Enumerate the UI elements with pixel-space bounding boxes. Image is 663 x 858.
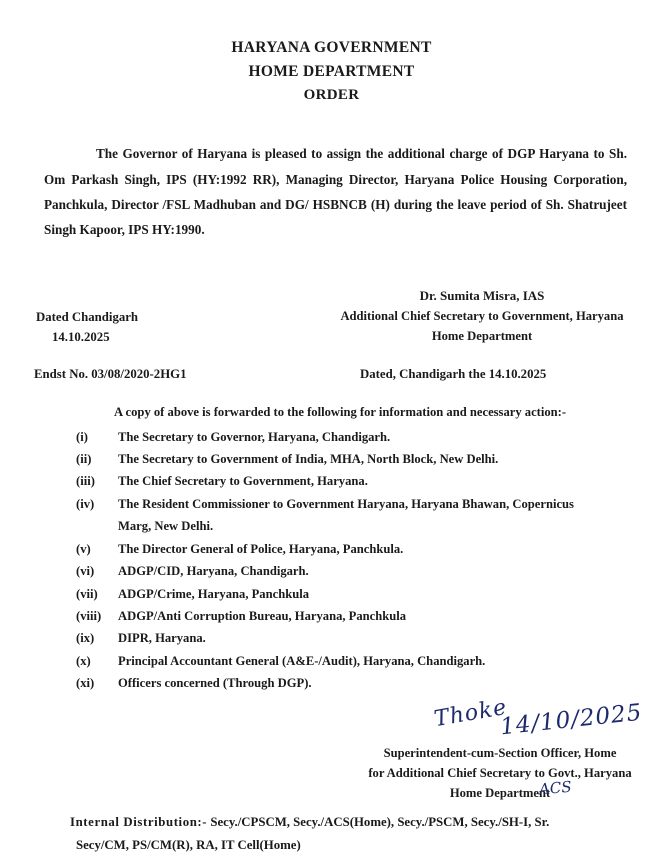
internal-distribution-label: Internal Distribution:-	[70, 814, 208, 829]
signature-caption	[320, 743, 663, 804]
list-item-text-line1: The Resident Commissioner to Government Haryana, Haryana Bhawan, Copernicus	[118, 496, 574, 511]
list-item-text	[118, 493, 633, 538]
list-item-text: Officers concerned (Through DGP).	[118, 676, 312, 691]
internal-distribution-line2: Secy/CM, PS/CM(R), RA, IT Cell(Home)	[76, 838, 301, 853]
list-item-text: Principal Accountant General (A&E-/Audit), Haryana, Chandigarh.	[118, 653, 486, 668]
signatory-department: Home Department	[431, 329, 533, 344]
heading-line-government: HARYANA GOVERNMENT	[231, 39, 432, 56]
list-item-number: (iv)	[76, 496, 95, 511]
signatory-designation: Additional Chief Secretary to Government, Haryana	[340, 308, 624, 323]
endorsement-dated: Dated, Chandigarh the 14.10.2025	[360, 366, 547, 381]
list-item-number: (iii)	[76, 474, 95, 489]
list-item-text: The Director General of Police, Haryana, Panchkula.	[118, 541, 404, 556]
signature-caption-line1: Superintendent-cum-Section Officer, Home	[383, 745, 617, 760]
recipients-list	[30, 426, 633, 695]
signatory-name: Dr. Sumita Misra, IAS	[419, 287, 545, 303]
signature-caption-line2: for Additional Chief Secretary to Govt., Haryana	[368, 765, 632, 780]
signature-block-top	[30, 285, 633, 351]
heading-line-department: HOME DEPARTMENT	[248, 63, 415, 81]
internal-distribution	[30, 811, 633, 858]
endorsement-row	[30, 367, 633, 389]
forwarding-line: A copy of above is forwarded to the following for information and necessary action:-	[114, 404, 567, 419]
order-text: The Governor of Haryana is pleased to assign the additional charge of DGP Haryana to Sh. Om Parkash Singh, IPS (HY:1992 RR), Managing Director, Haryana Police Housing Corporation, Panchkula, Director /FSL Madhuban and DG/ HSBNCB (H) during the leave period of Sh. Shatrujeet Singh Kapoor, IPS HY:1990.	[44, 146, 627, 238]
heading-line-order: ORDER	[303, 87, 360, 104]
list-item-text: The Secretary to Governor, Haryana, Chandigarh.	[118, 429, 391, 444]
list-item-number: (ix)	[76, 631, 95, 646]
list-item-text: ADGP/Anti Corruption Bureau, Haryana, Panchkula	[118, 608, 407, 623]
handwritten-signature: Thoke	[432, 694, 510, 732]
endorsement-number: Endst No. 03/08/2020-2HG1	[34, 366, 187, 381]
list-item-text: The Secretary to Government of India, MHA, North Block, New Delhi.	[118, 452, 499, 467]
list-item-text: ADGP/CID, Haryana, Chandigarh.	[118, 564, 309, 579]
list-item	[76, 672, 633, 694]
list-item-number: (ii)	[76, 452, 92, 467]
dated-date: 14.10.2025	[52, 330, 110, 345]
list-item	[76, 493, 633, 538]
list-item-text: DIPR, Haryana.	[118, 631, 206, 646]
list-item	[76, 627, 633, 649]
list-item-number: (xi)	[76, 676, 95, 691]
list-item-number: (vii)	[76, 586, 98, 601]
list-item-text: The Chief Secretary to Government, Haryana.	[118, 474, 368, 489]
list-item-text: ADGP/Crime, Haryana, Panchkula	[118, 586, 310, 601]
list-item	[76, 583, 633, 605]
signatory-details	[302, 285, 662, 347]
list-item-number: (v)	[76, 541, 91, 556]
list-item	[76, 560, 633, 582]
document-heading	[30, 36, 633, 107]
list-item	[76, 650, 633, 672]
list-item-number: (vi)	[76, 564, 95, 579]
dated-place-block	[36, 307, 138, 348]
internal-distribution-line1: Secy./CPSCM, Secy./ACS(Home), Secy./PSCM, Secy./SH-I, Sr.	[210, 814, 550, 829]
list-item-text-line2: Marg, New Delhi.	[118, 519, 214, 534]
order-body-paragraph	[30, 141, 633, 242]
list-item	[76, 538, 633, 560]
list-item	[76, 448, 633, 470]
list-item-number: (i)	[76, 429, 88, 444]
signature-caption-line3: Home Department	[449, 786, 551, 801]
handwritten-date: 14/10/2025	[499, 699, 644, 740]
list-item-number: (x)	[76, 653, 91, 668]
list-item	[76, 426, 633, 448]
stamp-mark: ACS	[538, 777, 573, 798]
list-item	[76, 605, 633, 627]
signature-block-bottom	[30, 694, 644, 801]
list-item-number: (viii)	[76, 608, 102, 623]
dated-place: Dated Chandigarh	[36, 309, 139, 324]
list-item	[76, 470, 633, 492]
